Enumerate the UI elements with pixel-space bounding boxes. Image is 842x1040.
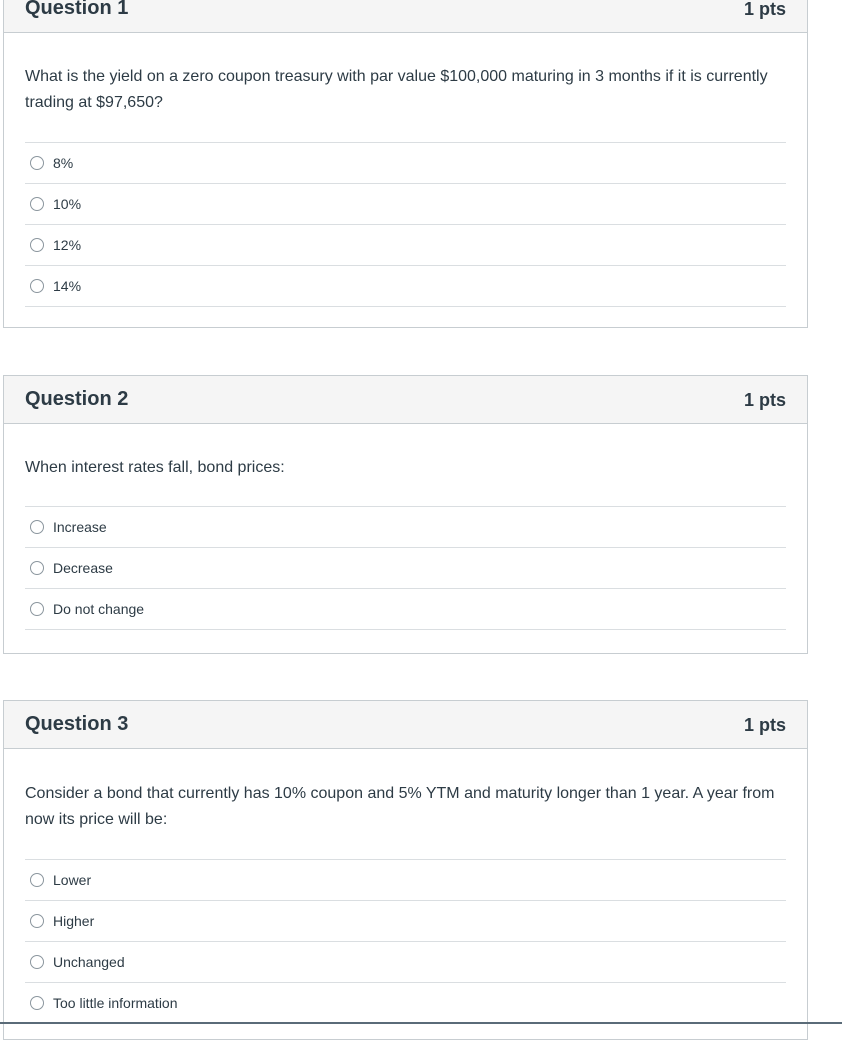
answer-option[interactable] <box>25 942 786 983</box>
question-title: Question 3 <box>25 713 129 735</box>
answer-option[interactable] <box>25 507 786 548</box>
question-header <box>4 376 807 424</box>
answer-label: Increase <box>53 519 107 535</box>
radio-button[interactable] <box>30 914 44 928</box>
answer-label: Unchanged <box>53 954 125 970</box>
radio-button[interactable] <box>30 873 44 887</box>
question-points: 1 pts <box>743 715 786 735</box>
answer-list <box>25 506 786 630</box>
radio-button[interactable] <box>30 561 44 575</box>
radio-button[interactable] <box>30 955 44 969</box>
answer-list <box>25 859 786 1024</box>
question-body <box>4 424 807 630</box>
question-body <box>4 33 807 307</box>
question-body <box>4 749 807 1024</box>
answer-option[interactable] <box>25 143 786 184</box>
answer-option[interactable] <box>25 983 786 1024</box>
question-text: What is the yield on a zero coupon treasury with par value $100,000 maturing in 3 months if it is currently trading at $97,650? <box>25 68 768 111</box>
answer-option[interactable] <box>25 589 786 630</box>
question-header <box>4 0 807 33</box>
answer-label: 14% <box>53 278 82 294</box>
answer-option[interactable] <box>25 266 786 307</box>
question-text: Consider a bond that currently has 10% coupon and 5% YTM and maturity longer than 1 year. A year from now its price will be: <box>25 785 775 828</box>
answer-label: 12% <box>53 237 82 253</box>
radio-button[interactable] <box>30 156 44 170</box>
question-3 <box>3 700 808 1040</box>
radio-button[interactable] <box>30 238 44 252</box>
answer-option[interactable] <box>25 184 786 225</box>
answer-label: Lower <box>53 872 92 888</box>
question-title: Question 2 <box>25 388 129 410</box>
radio-button[interactable] <box>30 197 44 211</box>
radio-button[interactable] <box>30 520 44 534</box>
question-points: 1 pts <box>743 0 786 19</box>
answer-option[interactable] <box>25 225 786 266</box>
question-points: 1 pts <box>743 390 786 410</box>
answer-option[interactable] <box>25 860 786 901</box>
question-header <box>4 701 807 749</box>
answer-label: Higher <box>53 913 95 929</box>
radio-button[interactable] <box>30 602 44 616</box>
radio-button[interactable] <box>30 996 44 1010</box>
question-2 <box>3 375 808 654</box>
answer-option[interactable] <box>25 548 786 589</box>
answer-label: Decrease <box>53 560 113 576</box>
answer-label: Too little information <box>53 995 178 1011</box>
question-text: When interest rates fall, bond prices: <box>25 459 285 476</box>
question-title: Question 1 <box>25 0 129 19</box>
answer-label: 10% <box>53 196 82 212</box>
answer-option[interactable] <box>25 901 786 942</box>
question-1 <box>3 0 808 328</box>
answer-label: Do not change <box>53 601 145 617</box>
answer-list <box>25 142 786 307</box>
radio-button[interactable] <box>30 279 44 293</box>
answer-label: 8% <box>53 155 74 171</box>
